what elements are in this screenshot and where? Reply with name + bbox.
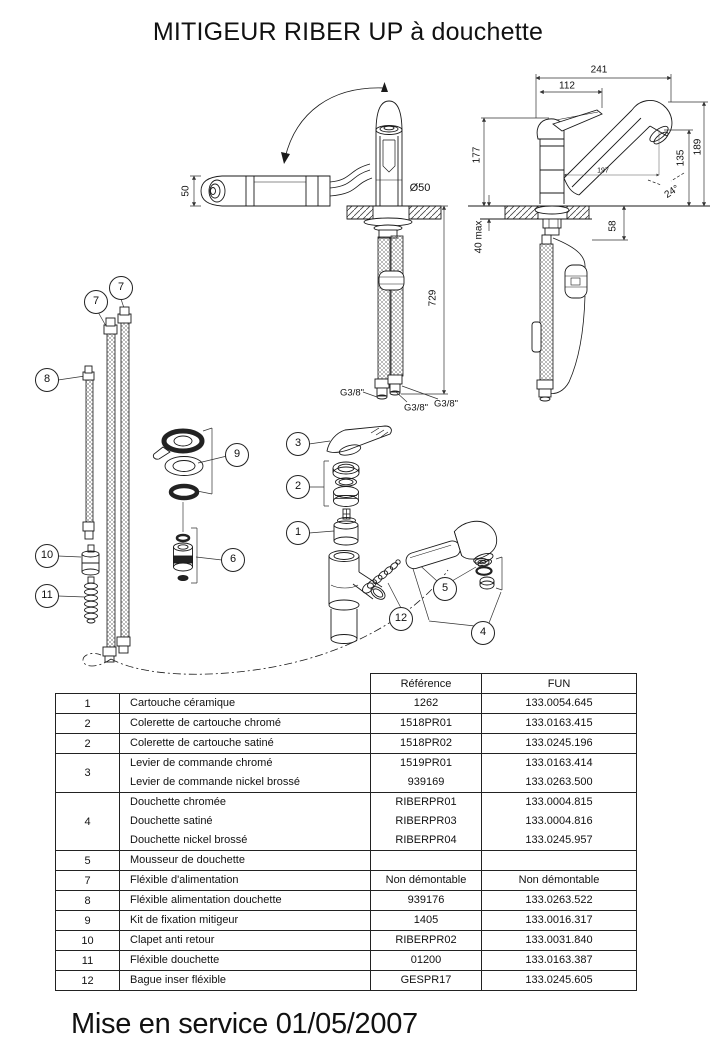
part-fun	[482, 871, 637, 891]
part-designation-line: Fléxible douchette	[130, 954, 220, 966]
part-fun	[482, 754, 637, 793]
part-reference	[371, 951, 482, 971]
part-designation-line: Colerette de cartouche chromé	[130, 717, 282, 729]
dim-spray-50: 50	[180, 185, 192, 197]
callout-9: 9	[225, 443, 249, 467]
part-reference-line: 01200	[410, 954, 442, 966]
part-designation-line: Douchette chromée	[130, 796, 226, 808]
part-designation-line: Cartouche céramique	[130, 697, 236, 709]
part-designation	[120, 891, 371, 911]
callout-10: 10	[35, 544, 59, 568]
header-reference: Référence	[371, 674, 482, 694]
dim-angle-24: 24°	[662, 183, 682, 201]
part-reference-line: 939169	[407, 776, 445, 788]
side-view-drawing	[468, 74, 710, 401]
part-designation-line: Douchette satiné	[130, 815, 213, 827]
part-fun-line: 133.0245.196	[525, 737, 593, 749]
parts-table	[55, 673, 637, 991]
part-number: 12	[56, 971, 120, 991]
table-row	[56, 931, 637, 951]
part-number: 2	[56, 714, 120, 734]
part-reference-line: 1518PR01	[400, 717, 452, 729]
part-designation	[120, 694, 371, 714]
part-designation	[120, 951, 371, 971]
part-fun-line	[482, 851, 636, 870]
part-designation-line: Colerette de cartouche satiné	[130, 737, 274, 749]
part-designation-line: Fléxible alimentation douchette	[130, 894, 282, 906]
part-reference-line: GESPR17	[400, 974, 452, 986]
part-fun-line: Non démontable	[518, 874, 600, 886]
part-number: 8	[56, 891, 120, 911]
part-designation	[120, 734, 371, 754]
part-number: 5	[56, 851, 120, 871]
part-reference-line: 1262	[413, 697, 439, 709]
part-designation	[120, 714, 371, 734]
part-number: 3	[56, 754, 120, 793]
part-designation	[120, 911, 371, 931]
part-fun-line: 133.0016.317	[525, 914, 593, 926]
part-fun	[482, 793, 637, 851]
part-fun	[482, 891, 637, 911]
part-fun-line: 133.0004.816	[525, 815, 593, 827]
part-reference-line: 1518PR02	[400, 737, 452, 749]
part-reference-line: RIBERPR01	[395, 796, 457, 808]
callout-2: 2	[286, 475, 310, 499]
part-fun	[482, 734, 637, 754]
callout-3: 3	[286, 432, 310, 456]
part-reference	[371, 734, 482, 754]
part-number: 9	[56, 911, 120, 931]
callout-4: 4	[471, 621, 495, 645]
callout-8: 8	[35, 368, 59, 392]
part-fun-line: 133.0163.414	[525, 757, 593, 769]
parts-table-container	[55, 673, 637, 991]
part-reference	[371, 971, 482, 991]
table-row	[56, 754, 637, 793]
part-designation-line: Levier de commande chromé	[130, 757, 273, 769]
part-reference-line: Non démontable	[385, 874, 467, 886]
table-row	[56, 971, 637, 991]
part-number: 1	[56, 694, 120, 714]
dim-base-diameter: Ø50	[409, 182, 431, 194]
part-fun-line: 133.0263.500	[525, 776, 593, 788]
part-designation-line: Mousseur de douchette	[130, 854, 245, 866]
part-number: 11	[56, 951, 120, 971]
part-designation	[120, 931, 371, 951]
page-title: MITIGEUR RIBER UP à douchette	[152, 18, 544, 46]
part-fun	[482, 951, 637, 971]
part-fun	[482, 971, 637, 991]
callout-7-hose-2: 7	[84, 290, 108, 314]
part-designation-line: Bague inser fléxible	[130, 974, 227, 986]
part-designation	[120, 871, 371, 891]
table-row	[56, 793, 637, 851]
part-reference	[371, 871, 482, 891]
dim-height-135: 135	[675, 149, 687, 167]
part-designation-line: Levier de commande nickel brossé	[130, 776, 300, 788]
table-row	[56, 891, 637, 911]
table-row	[56, 871, 637, 891]
front-view-drawing	[190, 82, 448, 402]
part-reference	[371, 694, 482, 714]
part-designation-line: Clapet anti retour	[130, 934, 215, 946]
part-reference-line: RIBERPR03	[395, 815, 457, 827]
thread-g38-left: G3/8"	[340, 387, 364, 399]
part-fun-line: 133.0163.387	[525, 954, 593, 966]
part-fun	[482, 714, 637, 734]
part-reference-line	[371, 851, 481, 870]
callout-7-hose: 7	[109, 276, 133, 300]
table-row	[56, 714, 637, 734]
dim-reach-197: 197	[597, 167, 609, 175]
part-reference	[371, 931, 482, 951]
part-reference-line: RIBERPR04	[395, 834, 457, 846]
callout-11: 11	[35, 584, 59, 608]
part-number: 10	[56, 931, 120, 951]
header-spacer	[56, 674, 371, 694]
callout-12: 12	[389, 607, 413, 631]
part-number: 2	[56, 734, 120, 754]
table-row	[56, 851, 637, 871]
table-row	[56, 694, 637, 714]
part-fun	[482, 911, 637, 931]
part-designation	[120, 851, 371, 871]
part-reference-line: 939176	[407, 894, 445, 906]
callout-5: 5	[433, 577, 457, 601]
callout-6: 6	[221, 548, 245, 572]
part-designation-line: Fléxible d'alimentation	[130, 874, 239, 886]
callout-1: 1	[286, 521, 310, 545]
thread-g38-mid: G3/8"	[404, 402, 428, 414]
part-reference	[371, 891, 482, 911]
header-fun: FUN	[482, 674, 637, 694]
part-reference	[371, 754, 482, 793]
part-fun	[482, 851, 637, 871]
part-designation	[120, 793, 371, 851]
part-fun-line: 133.0263.522	[525, 894, 593, 906]
part-designation-line: Douchette nickel brossé	[130, 834, 248, 846]
table-header-row	[56, 674, 637, 694]
part-designation	[120, 971, 371, 991]
part-fun-line: 133.0054.645	[525, 697, 593, 709]
part-reference	[371, 714, 482, 734]
part-fun-line: 133.0245.957	[525, 834, 593, 846]
part-designation	[120, 754, 371, 793]
table-row	[56, 911, 637, 931]
part-reference	[371, 911, 482, 931]
part-number: 4	[56, 793, 120, 851]
thread-g38-right: G3/8"	[434, 398, 458, 410]
dim-deck-40max: 40 max	[473, 220, 485, 254]
dim-height-177: 177	[471, 146, 483, 164]
part-reference-line: RIBERPR02	[395, 934, 457, 946]
part-designation-line: Kit de fixation mitigeur	[130, 914, 239, 926]
dim-height-189: 189	[692, 138, 704, 156]
part-fun-line: 133.0004.815	[525, 796, 593, 808]
part-reference	[371, 851, 482, 871]
part-reference	[371, 793, 482, 851]
part-fun-line: 133.0031.840	[525, 934, 593, 946]
part-fun-line: 133.0245.605	[525, 974, 593, 986]
part-reference-line: 1519PR01	[400, 757, 452, 769]
part-number: 7	[56, 871, 120, 891]
table-row	[56, 734, 637, 754]
part-fun	[482, 931, 637, 951]
dim-shank-58: 58	[607, 220, 619, 232]
dim-hose-729: 729	[427, 289, 439, 307]
dim-width-112: 112	[559, 80, 575, 92]
part-fun	[482, 694, 637, 714]
service-date: Mise en service 01/05/2007	[71, 1008, 418, 1040]
table-row	[56, 951, 637, 971]
part-fun-line: 133.0163.415	[525, 717, 593, 729]
dim-width-241: 241	[590, 64, 608, 76]
part-reference-line: 1405	[413, 914, 439, 926]
